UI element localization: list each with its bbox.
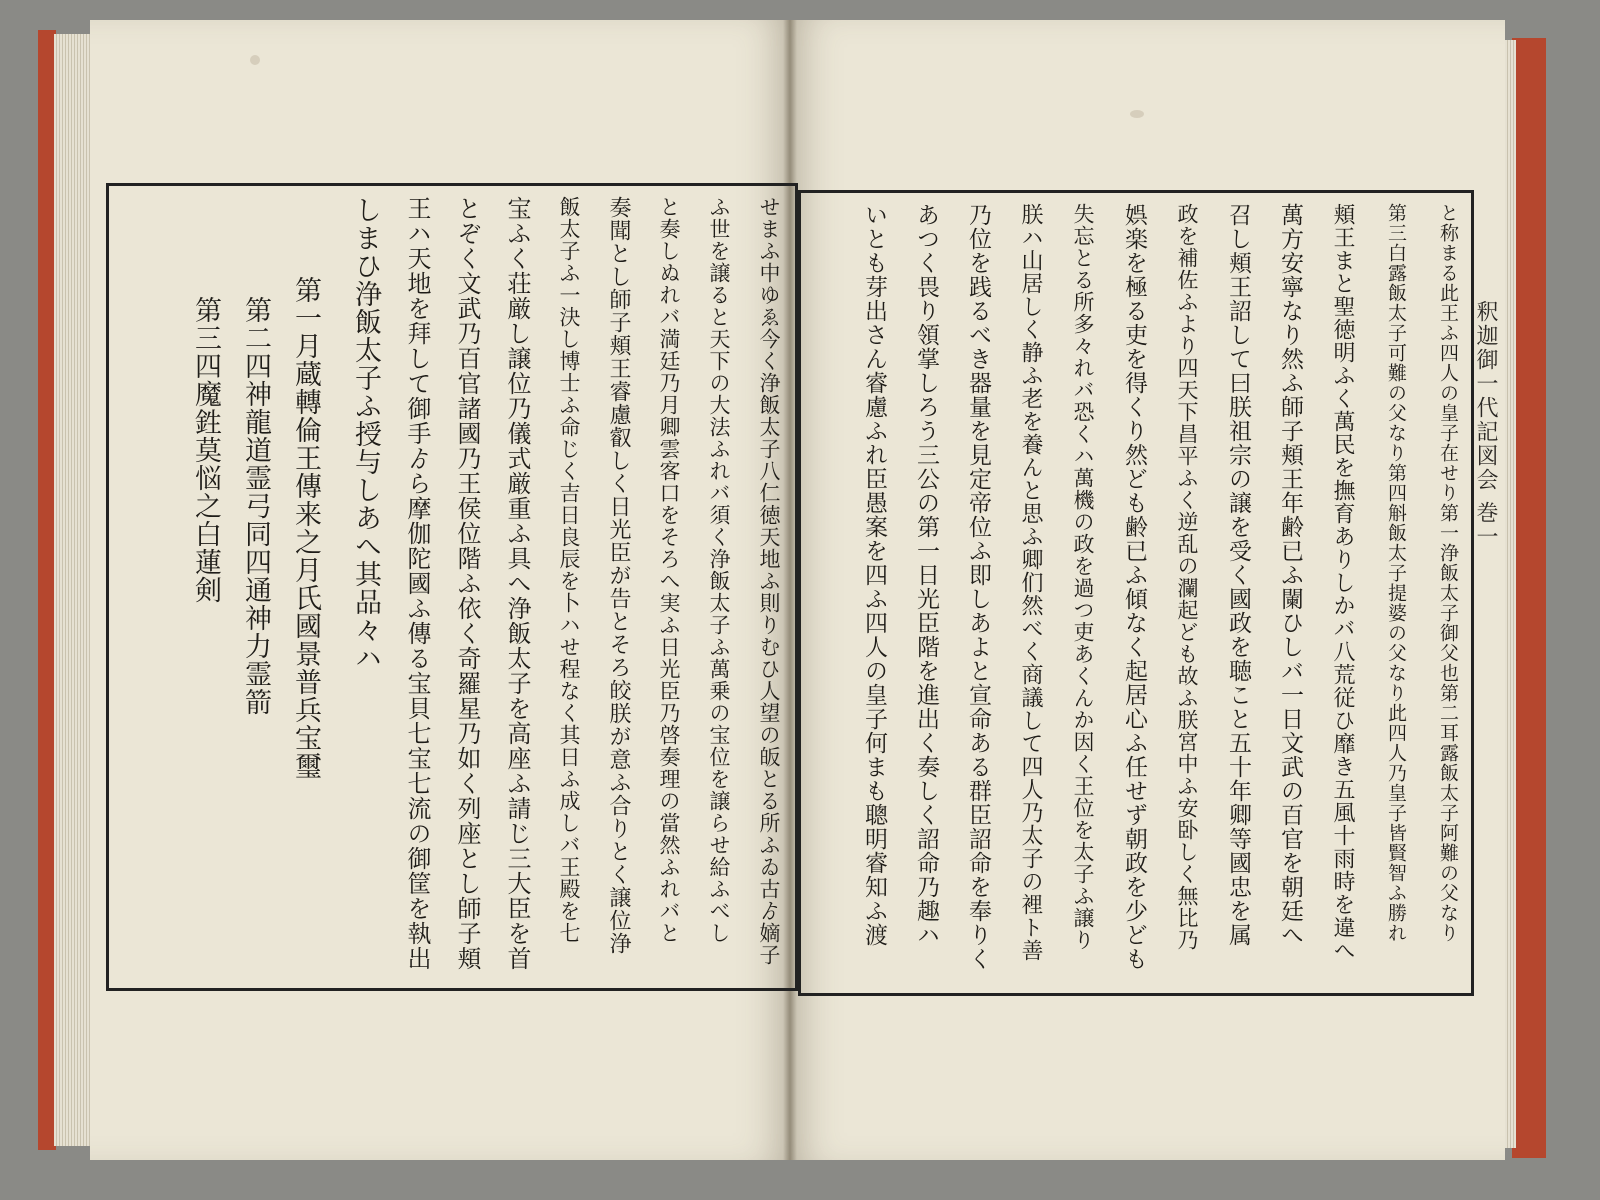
page-edges-left [54,34,94,1146]
right-text-column: いとも芽出さん睿慮ふれ臣愚案を四ふ四人の皇子何まも聰明睿知ふ渡 [861,203,887,947]
right-text-column: 失忘とる所多々れバ恐くハ萬機の政を過つ吏あくんか因く王位を太子ふ譲り [1071,203,1095,951]
book-cover-right [1512,38,1546,1158]
paper-spot [1130,110,1144,118]
left-text-column: しまひ浄飯太子ふ授与しあへ其品々ハ [350,196,381,672]
left-text-column: ふ世を譲ると天下の大法ふれバ須く浄飯太子ふ萬乗の宝位を譲らせ給ふべし [707,196,731,944]
left-text-frame [106,183,798,991]
left-text-column: 奏聞とし師子頬王睿慮叡しく日光臣が告とそろ皎朕が意ふ合りとく譲位浄 [606,196,631,955]
right-text-column: 政を補佐ふより四天下昌平ふく逆乱の瀾起ども故ふ朕宮中ふ安卧しく無比乃 [1175,203,1199,951]
left-list-item: 第一月蔵轉倫王傳来之月氏國景普兵宝璽 [290,276,321,780]
left-list-item: 第三四魔鉎莫悩之白蓮剣 [190,296,221,604]
right-text-column: と称まる此王ふ四人の皇子在せり第一浄飯太子御父也第二耳露飯太子阿難の父なり [1437,203,1459,943]
left-list-item: 第二四神龍道霊弓同四通神力霊箭 [240,296,271,716]
left-text-column: 宝ふく荘厳し譲位乃儀式厳重ふ具へ浄飯太子を高座ふ請じ三大臣を首 [503,196,531,971]
right-text-column: 娯楽を極る吏を得くり然ども齢已ふ傾なく起居心ふ任せず朝政を少ども [1121,203,1147,971]
left-text-column: 飯太子ふ一決し博士ふ命じく吉日良辰を卜ハせ程なく其日ふ成しバ王殿を七 [557,196,581,944]
left-text-column: とぞく文武乃百官諸國乃王侯位階ふ依く奇羅星乃如く列座とし師子頬 [453,196,481,971]
right-text-column: 萬方安寧なり然ふ師子頬王年齢已ふ闌ひしバ一日文武の百官を朝廷へ [1277,203,1303,947]
right-text-column: 召し頬王詔して曰朕祖宗の譲を受く國政を聴こと五十年卿等國忠を属 [1225,203,1251,947]
left-text-column: せまふ中ゆゑ今く浄飯太子八仁徳天地ふ則りむひ人望の皈とる所ふゐ古ゟ嫡子 [757,196,781,966]
right-page-margin-title: 釈迦御一代記図会 巻一 [1473,300,1498,549]
right-text-column: あつく畏り領掌しろう三公の第一日光臣階を進出く奏しく詔命乃趣ハ [913,203,939,947]
right-text-column: 朕ハ山居しく静ふ老を養んと思ふ卿们然べく商議して四人乃太子の裡ト善 [1018,203,1043,962]
paper-spot [250,55,260,65]
right-text-frame [798,190,1474,996]
right-text-column: 乃位を践るべき器量を見定帝位ふ即しあよと宣命ある群臣詔命を奉りく [965,203,991,971]
right-text-column: 頬王まと聖徳明ふく萬民を撫育ありしかバ八荒従ひ靡き五風十雨時を違へ [1330,203,1355,962]
right-text-column: 第三白露飯太子可難の父なり第四斛飯太子提婆の父なり此四人乃皇子皆賢智ふ勝れ [1385,203,1407,943]
left-text-column: と奏しぬれバ満廷乃月卿雲客口をそろへ実ふ日光臣乃啓奏理の當然ふれバと [657,196,681,944]
left-text-column: 王ハ天地を拜して御手ゟら摩伽陀國ふ傳る宝貝七宝七流の御筐を執出 [403,196,431,971]
